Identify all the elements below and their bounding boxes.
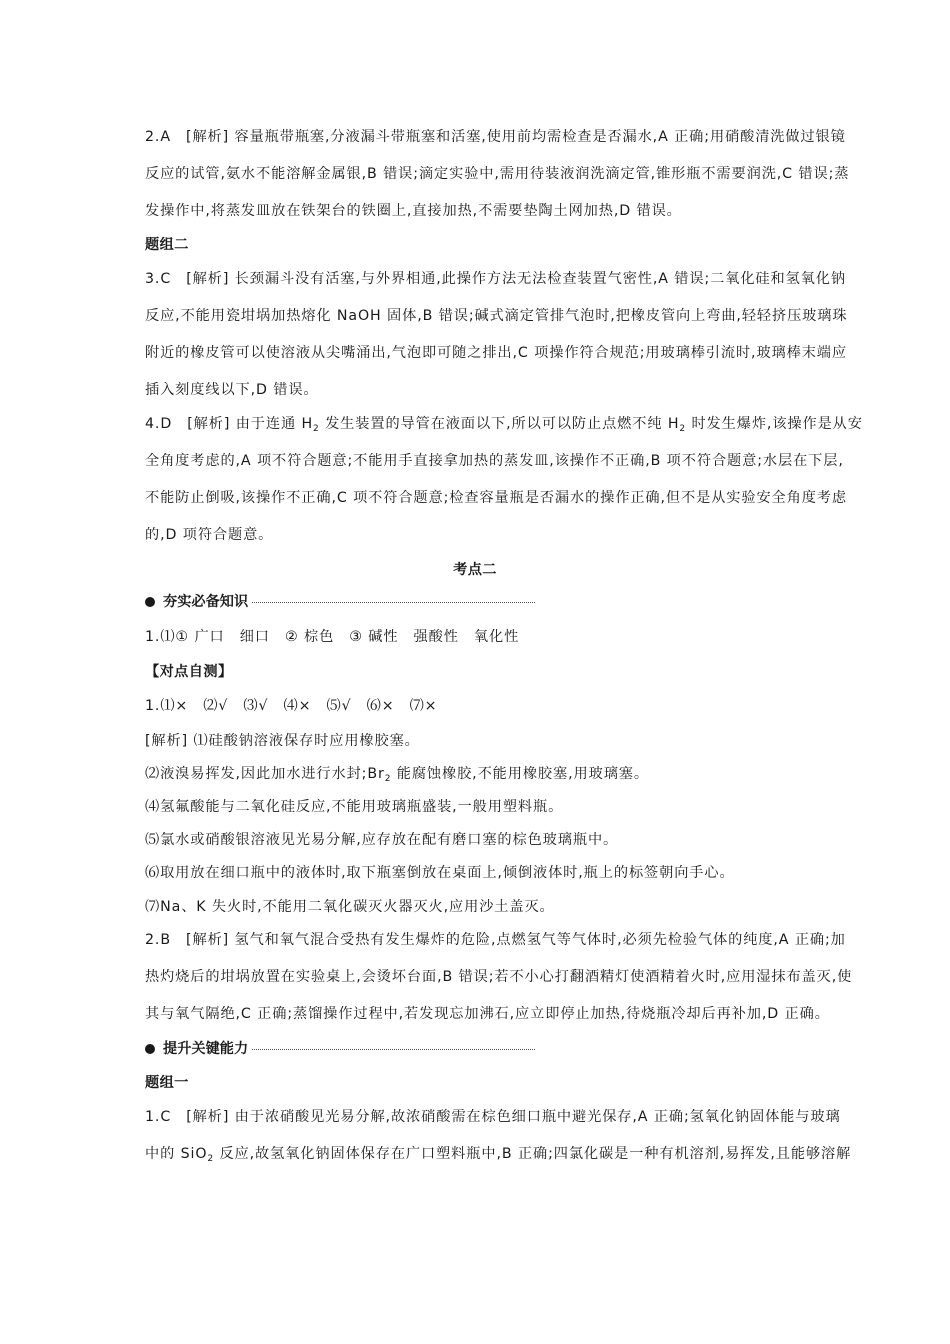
section-header-key-ability [145, 1039, 535, 1059]
answer-3c-line-1: 3.C [解析] 长颈漏斗没有活塞,与外界相通,此操作方法无法检查装置气密性,A 错误;二氧化硅和氢氧化钠 [145, 271, 846, 287]
section-header-label: 夯实必备知识 [163, 594, 249, 610]
text-run: ⑵液溴易挥发,因此加水进行水封;Br [145, 766, 385, 782]
answer-4d-line-1 [145, 414, 863, 434]
explanation-line-7: ⑺Na、K 失火时,不能用二氧化碳灭火器灭火,应用沙土盖灭。 [145, 899, 555, 915]
self-test-heading: 【对点自测】 [145, 664, 233, 680]
text-run: 中的 SiO [145, 1146, 208, 1162]
text-run: 反应,故氢氧化钠固体保存在广口塑料瓶中,B 正确;四氯化碳是一种有机溶剂,易挥发,且能够溶解 [214, 1146, 852, 1162]
dotted-rule [252, 602, 535, 603]
answer-2a-line-2: 反应的试管,氨水不能溶解金属银,B 错误;滴定实验中,需用待装液润洗滴定管,锥形瓶不需要润洗,C 错误;蒸 [145, 166, 850, 182]
section-header-label: 提升关键能力 [163, 1041, 249, 1057]
answer-4d-line-4: 的,D 项符合题意。 [145, 527, 274, 543]
bullet-icon [145, 597, 155, 607]
answer-3c-line-3: 附近的橡皮管可以使溶液从尖嘴涌出,气泡即可随之排出,C 项操作符合规范;用玻璃棒引流时,玻璃棒末端应 [145, 345, 847, 361]
subscript: 2 [207, 1154, 215, 1164]
answer-4d-line-2: 全角度考虑的,A 项不符合题意;不能用手直接拿加热的蒸发皿,该操作不正确,B 项不符合题意;水层在下层, [145, 453, 844, 469]
section-title-kaodian-2: 考点二 [453, 562, 497, 578]
group-heading-2: 题组二 [145, 237, 189, 253]
text-run: 4.D [解析] 由于连通 H [145, 416, 314, 432]
section-header-basic-knowledge [145, 592, 535, 612]
text-run: 发生装置的导管在液面以下,所以可以防止点燃不纯 H [319, 416, 680, 432]
subscript: 2 [313, 424, 320, 434]
answer-3c-line-4: 插入刻度线以下,D 错误。 [145, 382, 319, 398]
text-run: 能腐蚀橡胶,不能用橡胶塞,用玻璃塞。 [391, 766, 649, 782]
explanation-line-2 [145, 764, 813, 784]
bullet-icon [145, 1044, 155, 1054]
answer-3c-line-2: 反应,不能用瓷坩埚加热熔化 NaOH 固体,B 错误;碱式滴定管排气泡时,把橡皮管向上弯曲,轻轻挤压玻璃珠 [145, 308, 848, 324]
subscript: 2 [679, 424, 687, 434]
self-test-answer-1: 1.⑴× ⑵√ ⑶√ ⑷× ⑸√ ⑹× ⑺× [145, 698, 438, 714]
answer-2a-line-3: 发操作中,将蒸发皿放在铁架台的铁圈上,直接加热,不需要垫陶土网加热,D 错误。 [145, 203, 682, 219]
explanation-line-5: ⑸氯水或硝酸银溶液见光易分解,应存放在配有磨口塞的棕色玻璃瓶中。 [145, 832, 619, 848]
answer-1c-line-2 [145, 1144, 852, 1164]
answer-1c-line-1: 1.C [解析] 由于浓硝酸见光易分解,故浓硝酸需在棕色细口瓶中避光保存,A 正确;氢氧化钠固体能与玻璃 [145, 1109, 841, 1125]
group-heading-1: 题组一 [145, 1075, 189, 1091]
subscript: 2 [384, 774, 392, 784]
knowledge-answer-1: 1.⑴① 广口 细口 ② 棕色 ③ 碱性 强酸性 氧化性 [145, 629, 520, 645]
explanation-line-6: ⑹取用放在细口瓶中的液体时,取下瓶塞倒放在桌面上,倾倒液体时,瓶上的标签朝向手心。 [145, 865, 735, 881]
answer-4d-line-3: 不能防止倒吸,该操作不正确,C 项不符合题意;检查容量瓶是否漏水的操作正确,但不是从实验安全角度考虑 [145, 490, 847, 506]
answer-2b-line-2: 热灼烧后的坩埚放置在实验桌上,会烫坏台面,B 错误;若不小心打翻酒精灯使酒精着火时,应用湿抹布盖灭,使 [145, 969, 853, 985]
answer-2b-line-3: 其与氧气隔绝,C 正确;蒸馏操作过程中,若发现忘加沸石,应立即停止加热,待烧瓶冷却后再补加,D 正确。 [145, 1006, 830, 1022]
explanation-line-1: [解析] ⑴硅酸钠溶液保存时应用橡胶塞。 [145, 733, 420, 749]
dotted-rule [252, 1049, 535, 1050]
text-run: 时发生爆炸,该操作是从安 [686, 416, 863, 432]
explanation-line-4: ⑷氢氟酸能与二氧化硅反应,不能用玻璃瓶盛装,一般用塑料瓶。 [145, 799, 564, 815]
answer-2b-line-1: 2.B [解析] 氢气和氧气混合受热有发生爆炸的危险,点燃氢气等气体时,必须先检验气体的纯度,A 正确;加 [145, 932, 846, 948]
answer-2a-line-1: 2.A [解析] 容量瓶带瓶塞,分液漏斗带瓶塞和活塞,使用前均需检查是否漏水,A 正确;用硝酸清洗做过银镜 [145, 129, 846, 145]
